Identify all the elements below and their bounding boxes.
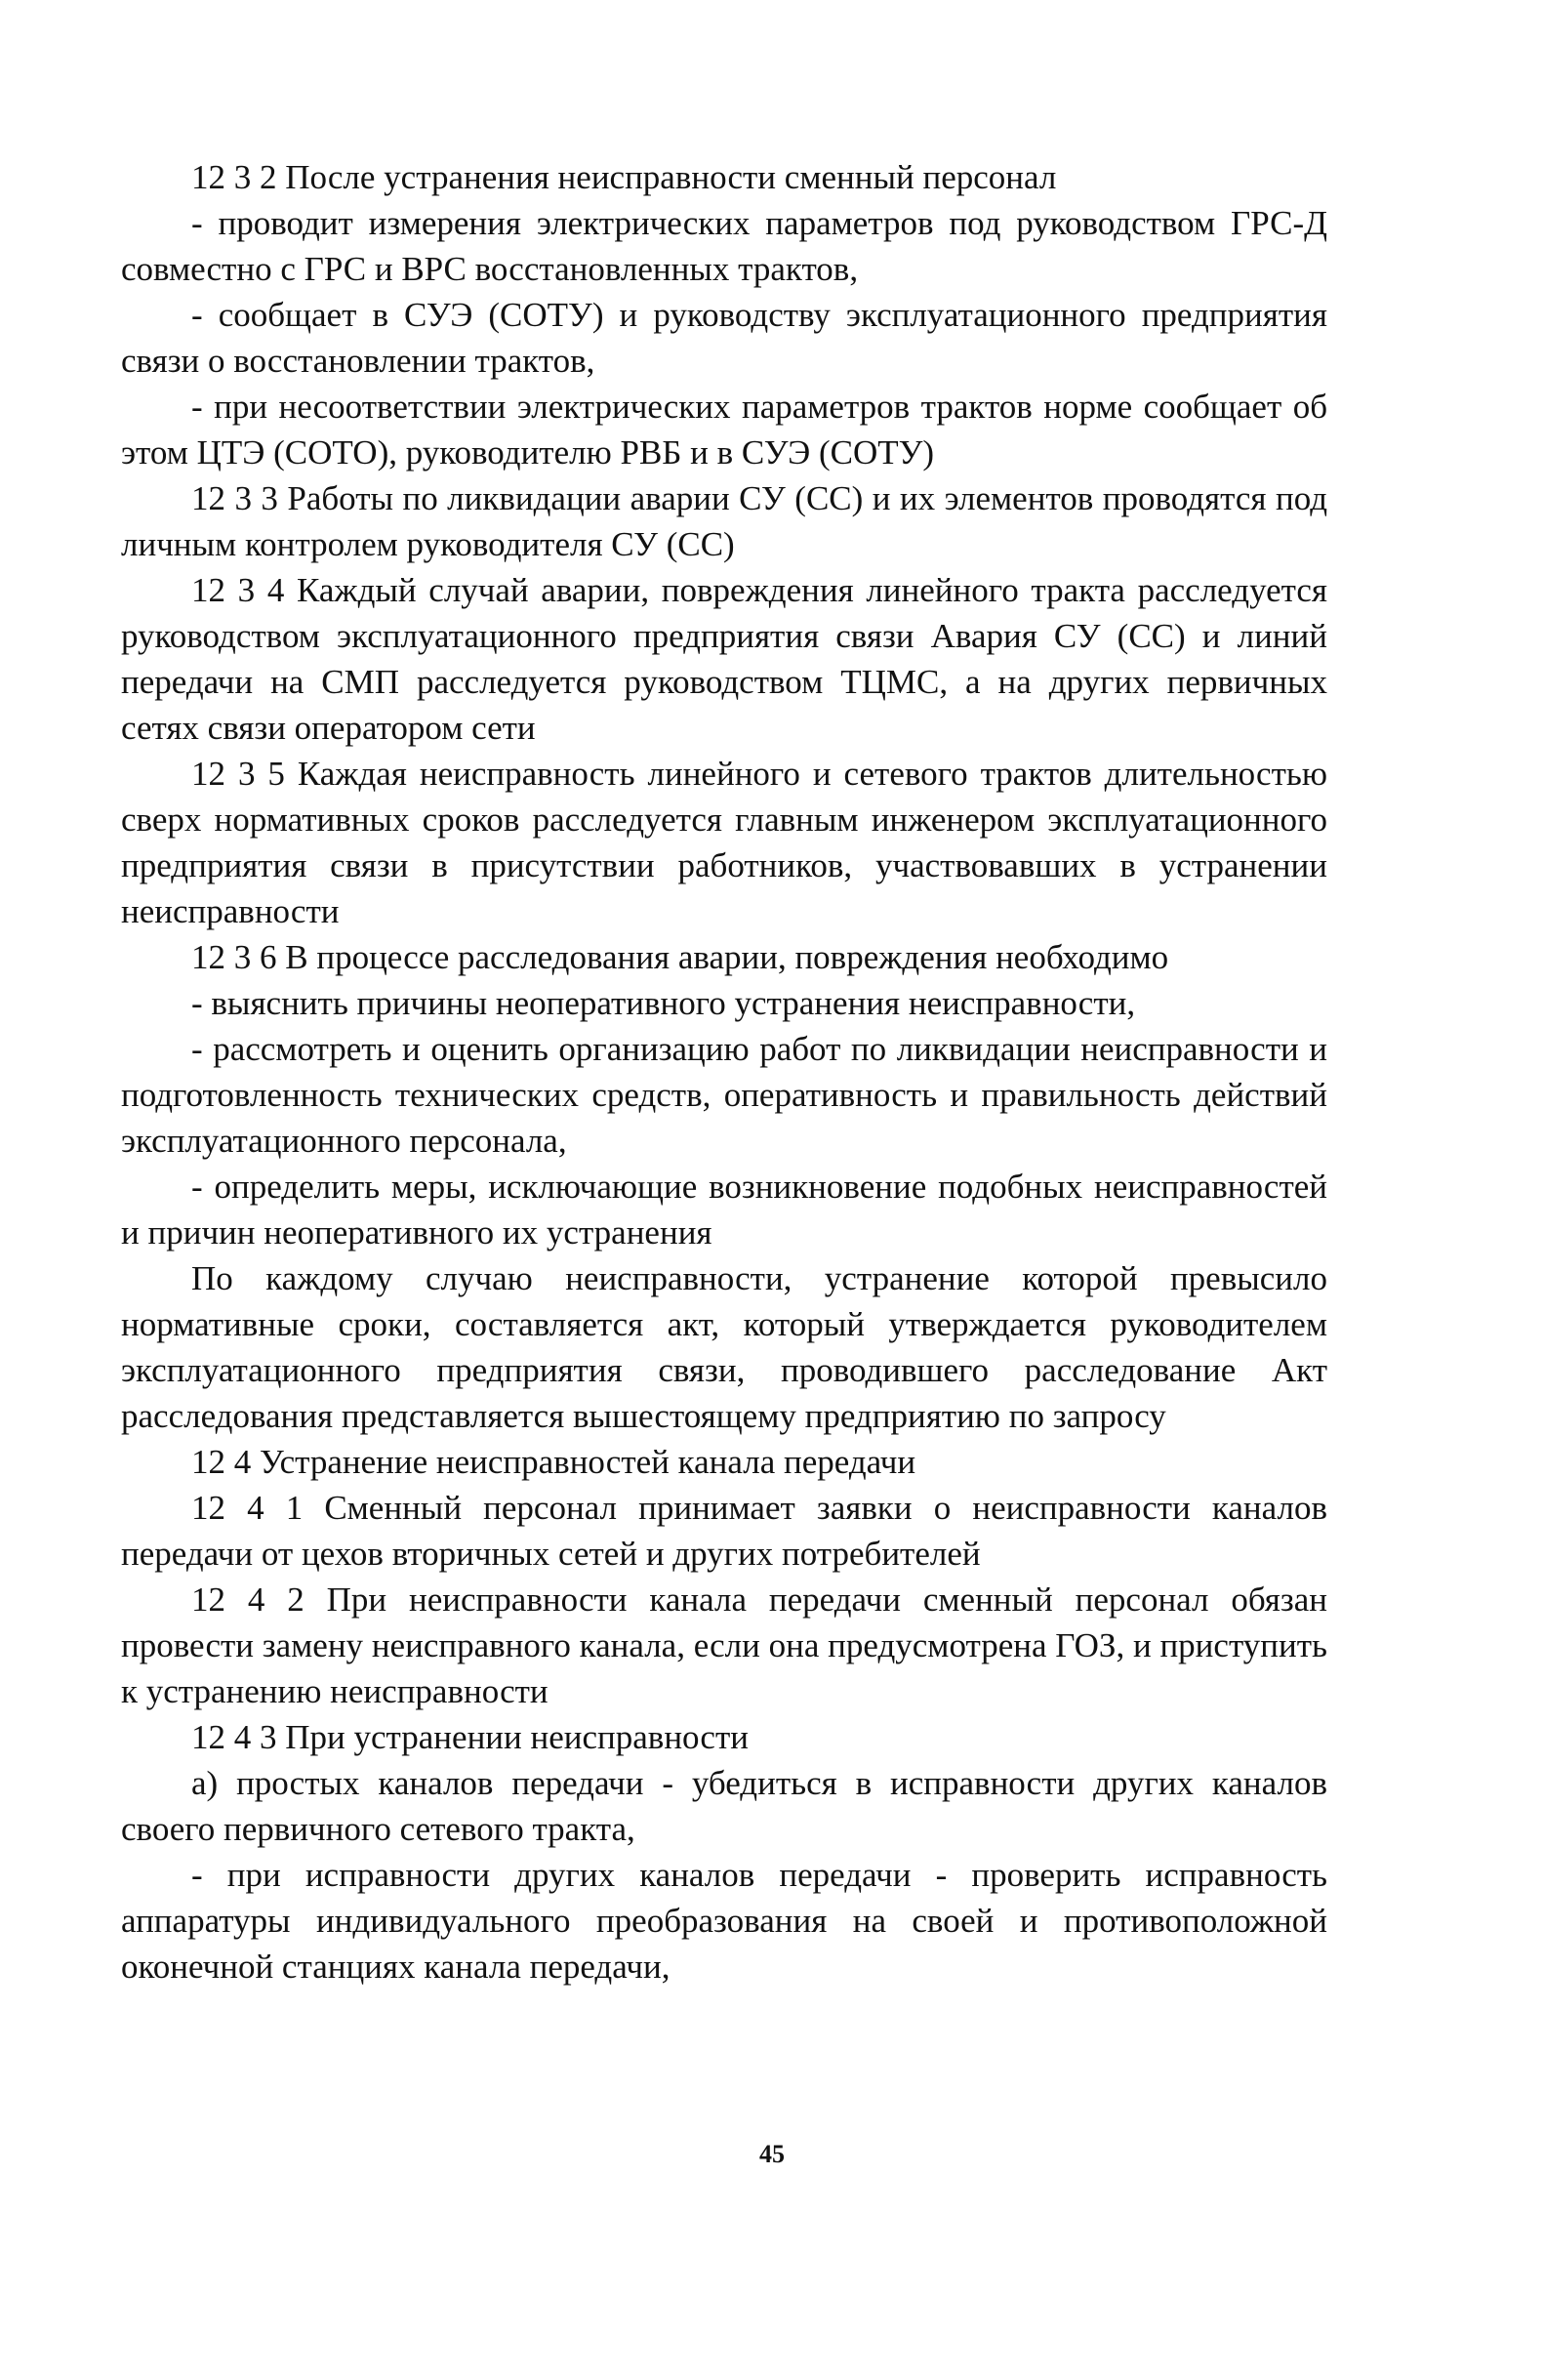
paragraph-12-4-2: 12 4 2 При неисправности канала передачи сменный персонал обязан провести замену неисправного канала, если она предусмотрена ГОЗ, и приступить к устранению неисправности [121,1580,1327,1710]
paragraph-12-3-6: 12 3 6 В процессе расследования аварии, повреждения необходимо [191,938,1169,976]
paragraph-item-define-measures: - определить меры, исключающие возникновение подобных неисправностей и причин неоперативного их устранения [121,1168,1327,1252]
paragraph-12-3-4: 12 3 4 Каждый случай аварии, повреждения линейного тракта расследуется руководством эксплуатационного предприятия связи Авария СУ (СС) и линий передачи на СМП расследуется руководством ТЦМС, а на других первичных сетях связи оператором сети [121,571,1327,747]
paragraph-item-measurements: - проводит измерения электрических параметров под руководством ГРС-Д совместно с ГРС и ВРС восстановленных трактов, [121,204,1327,288]
paragraph-12-3-3: 12 3 3 Работы по ликвидации аварии СУ (СС) и их элементов проводятся под личным контролем руководителя СУ (СС) [121,479,1327,563]
paragraph-act: По каждому случаю неисправности, устранение которой превысило нормативные сроки, составляется акт, который утверждается руководителем эксплуатационного предприятия связи, проводившего расследование Акт расследования представляется вышестоящему предприятию по запросу [121,1259,1327,1435]
paragraph-item-find-causes: - выяснить причины неоперативного устранения неисправности, [191,984,1136,1022]
document-body [121,154,1327,1990]
paragraph-item-evaluate: - рассмотреть и оценить организацию работ по ликвидации неисправности и подготовленность технических средств, оперативность и правильность действий эксплуатационного персонала, [121,1030,1327,1160]
paragraph-item-check-equipment: - при исправности других каналов передачи - проверить исправность аппаратуры индивидуального преобразования на своей и противоположной оконечной станциях канала передачи, [121,1856,1327,1986]
paragraph-item-mismatch: - при несоответствии электрических параметров трактов норме сообщает об этом ЦТЭ (СОТО), руководителю РВБ и в СУЭ (СОТУ) [121,388,1327,472]
paragraph-12-4-3: 12 4 3 При устранении неисправности [191,1718,749,1756]
section-heading-12-4: 12 4 Устранение неисправностей канала передачи [191,1443,916,1481]
page-number: 45 [759,2140,785,2168]
paragraph-12-3-2: 12 3 2 После устранения неисправности сменный персонал [191,158,1057,196]
paragraph-12-3-5: 12 3 5 Каждая неисправность линейного и сетевого трактов длительностью сверх нормативных сроков расследуется главным инженером эксплуатационного предприятия связи в присутствии работников, участвовавших в устранении неисправности [121,755,1327,930]
paragraph-12-4-1: 12 4 1 Сменный персонал принимает заявки о неисправности каналов передачи от цехов вторичных сетей и других потребителей [121,1489,1327,1573]
paragraph-item-report-restore: - сообщает в СУЭ (СОТУ) и руководству эксплуатационного предприятия связи о восстановлении трактов, [121,296,1327,380]
paragraph-item-a: а) простых каналов передачи - убедиться в исправности других каналов своего первичного сетевого тракта, [121,1764,1327,1848]
